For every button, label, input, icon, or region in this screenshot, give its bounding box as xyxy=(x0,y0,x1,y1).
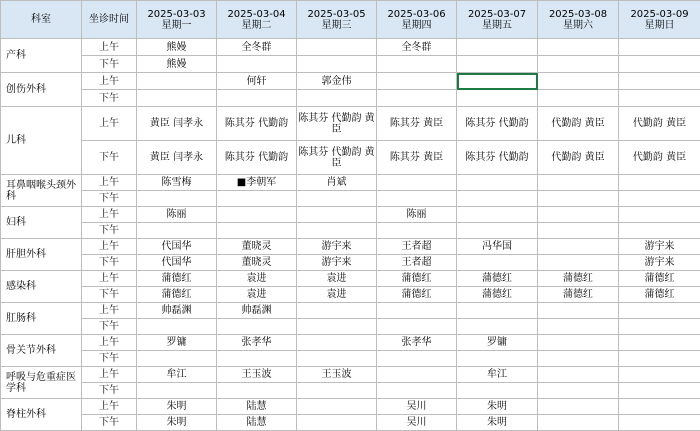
schedule-cell[interactable]: 陈雪梅 xyxy=(137,175,217,191)
period-cell[interactable]: 下午 xyxy=(82,223,137,239)
schedule-cell[interactable] xyxy=(137,351,217,367)
schedule-cell[interactable]: 熊嫚 xyxy=(137,56,217,73)
schedule-cell[interactable] xyxy=(457,90,538,107)
schedule-cell[interactable] xyxy=(137,383,217,399)
schedule-cell[interactable] xyxy=(297,39,377,56)
schedule-cell[interactable] xyxy=(538,56,619,73)
schedule-cell[interactable] xyxy=(619,207,700,223)
header-day[interactable] xyxy=(457,1,538,39)
period-cell[interactable]: 上午 xyxy=(82,367,137,383)
schedule-cell[interactable]: 陈其芬 代勤韵 黄臣 xyxy=(297,141,377,175)
schedule-cell[interactable] xyxy=(538,90,619,107)
department-cell[interactable]: 肛肠科 xyxy=(1,303,82,335)
schedule-cell[interactable] xyxy=(619,56,700,73)
schedule-cell[interactable] xyxy=(619,223,700,239)
schedule-cell[interactable] xyxy=(619,39,700,56)
schedule-cell[interactable]: 蒲德红 xyxy=(619,287,700,303)
schedule-cell[interactable]: 蒲德红 xyxy=(538,287,619,303)
day-weekday: 星期六 xyxy=(538,20,618,31)
schedule-cell[interactable] xyxy=(619,351,700,367)
department-cell[interactable]: 妇科 xyxy=(1,207,82,239)
table-row xyxy=(1,207,700,223)
schedule-cell[interactable]: 王玉波 xyxy=(217,367,297,383)
schedule-cell[interactable] xyxy=(137,319,217,335)
schedule-cell[interactable]: 代勤韵 黄臣 xyxy=(538,107,619,141)
period-cell[interactable]: 上午 xyxy=(82,107,137,141)
header-period[interactable]: 坐诊时间 xyxy=(82,1,137,39)
day-weekday: 星期一 xyxy=(137,20,216,31)
period-cell[interactable]: 下午 xyxy=(82,415,137,431)
schedule-cell[interactable]: 全冬群 xyxy=(377,39,457,56)
schedule-cell[interactable]: 朱明 xyxy=(457,399,538,415)
schedule-cell[interactable] xyxy=(457,351,538,367)
schedule-cell[interactable]: 何轩 xyxy=(217,73,297,90)
day-weekday: 星期二 xyxy=(217,20,296,31)
schedule-cell[interactable]: 蒲德红 xyxy=(538,271,619,287)
schedule-cell[interactable] xyxy=(377,367,457,383)
department-cell[interactable]: 产科 xyxy=(1,39,82,73)
period-cell[interactable]: 上午 xyxy=(82,335,137,351)
day-weekday: 星期四 xyxy=(377,20,456,31)
department-cell[interactable]: 耳鼻咽喉头颈外科 xyxy=(1,175,82,207)
schedule-cell[interactable]: 帅磊渊 xyxy=(137,303,217,319)
header-day[interactable] xyxy=(377,1,457,39)
schedule-cell[interactable]: 朱明 xyxy=(137,399,217,415)
schedule-cell[interactable] xyxy=(377,383,457,399)
table-row xyxy=(1,107,700,141)
day-date: 2025-03-08 xyxy=(538,9,618,20)
schedule-cell[interactable]: 陆慧 xyxy=(217,415,297,431)
schedule-cell[interactable] xyxy=(377,73,457,90)
schedule-cell[interactable] xyxy=(538,335,619,351)
period-cell[interactable]: 上午 xyxy=(82,399,137,415)
schedule-cell[interactable] xyxy=(377,175,457,191)
department-cell[interactable]: 肝胆外科 xyxy=(1,239,82,271)
schedule-cell[interactable] xyxy=(619,399,700,415)
schedule-cell[interactable] xyxy=(538,383,619,399)
department-cell[interactable]: 儿科 xyxy=(1,107,82,175)
schedule-cell[interactable] xyxy=(457,223,538,239)
period-cell[interactable]: 下午 xyxy=(82,56,137,73)
schedule-cell[interactable] xyxy=(619,383,700,399)
schedule-cell[interactable] xyxy=(297,383,377,399)
schedule-cell[interactable] xyxy=(457,303,538,319)
schedule-cell[interactable] xyxy=(297,319,377,335)
schedule-cell[interactable] xyxy=(217,223,297,239)
schedule-cell[interactable] xyxy=(297,399,377,415)
schedule-cell[interactable] xyxy=(217,383,297,399)
table-row xyxy=(1,319,700,335)
schedule-cell[interactable]: 代勤韵 黄臣 xyxy=(619,107,700,141)
table-row xyxy=(1,90,700,107)
schedule-cell[interactable]: 代国华 xyxy=(137,239,217,255)
schedule-cell[interactable]: 游宇来 xyxy=(297,239,377,255)
table-row xyxy=(1,335,700,351)
schedule-cell[interactable] xyxy=(457,191,538,207)
schedule-cell[interactable] xyxy=(137,191,217,207)
department-cell[interactable]: 呼吸与危重症医学科 xyxy=(1,367,82,399)
schedule-cell[interactable] xyxy=(619,367,700,383)
schedule-cell[interactable]: 冯华国 xyxy=(457,239,538,255)
schedule-cell[interactable]: 蒲德红 xyxy=(137,271,217,287)
schedule-cell[interactable] xyxy=(297,335,377,351)
schedule-cell[interactable]: 罗镛 xyxy=(137,335,217,351)
period-cell[interactable]: 下午 xyxy=(82,90,137,107)
period-cell[interactable]: 上午 xyxy=(82,39,137,56)
schedule-cell[interactable] xyxy=(377,90,457,107)
day-weekday: 星期日 xyxy=(619,20,700,31)
header-row xyxy=(1,1,700,39)
schedule-cell[interactable] xyxy=(538,399,619,415)
schedule-cell[interactable] xyxy=(297,56,377,73)
schedule-cell[interactable]: 肖斌 xyxy=(297,175,377,191)
table-row xyxy=(1,255,700,271)
schedule-cell[interactable]: 代勤韵 黄臣 xyxy=(619,141,700,175)
department-cell[interactable]: 创伤外科 xyxy=(1,73,82,107)
schedule-cell[interactable] xyxy=(538,367,619,383)
table-row xyxy=(1,271,700,287)
header-day[interactable] xyxy=(297,1,377,39)
schedule-cell[interactable]: 陈其芬 代勤韵 xyxy=(217,141,297,175)
schedule-cell[interactable]: 牟江 xyxy=(457,367,538,383)
schedule-cell[interactable]: 陈丽 xyxy=(377,207,457,223)
schedule-cell[interactable] xyxy=(377,56,457,73)
schedule-cell[interactable] xyxy=(619,319,700,335)
schedule-cell[interactable] xyxy=(217,191,297,207)
schedule-cell[interactable]: 朱明 xyxy=(457,415,538,431)
schedule-cell[interactable]: 陈丽 xyxy=(137,207,217,223)
period-cell[interactable]: 上午 xyxy=(82,303,137,319)
schedule-cell[interactable]: 蒲德红 xyxy=(377,271,457,287)
schedule-cell[interactable] xyxy=(137,90,217,107)
period-cell[interactable]: 上午 xyxy=(82,239,137,255)
schedule-cell[interactable] xyxy=(538,191,619,207)
day-date: 2025-03-04 xyxy=(217,9,296,20)
schedule-cell[interactable]: 董晓灵 xyxy=(217,239,297,255)
schedule-cell[interactable]: 袁进 xyxy=(297,271,377,287)
header-day[interactable] xyxy=(538,1,619,39)
schedule-cell[interactable] xyxy=(377,191,457,207)
table-row xyxy=(1,383,700,399)
schedule-cell[interactable]: 王者超 xyxy=(377,255,457,271)
schedule-cell[interactable]: 张孝华 xyxy=(217,335,297,351)
table-row xyxy=(1,191,700,207)
schedule-cell[interactable] xyxy=(538,239,619,255)
schedule-cell[interactable]: 帅磊渊 xyxy=(217,303,297,319)
schedule-cell[interactable]: 代国华 xyxy=(137,255,217,271)
schedule-cell[interactable] xyxy=(457,56,538,73)
schedule-cell[interactable] xyxy=(377,223,457,239)
schedule-cell[interactable] xyxy=(217,56,297,73)
schedule-cell[interactable] xyxy=(619,90,700,107)
table-row xyxy=(1,415,700,431)
day-weekday: 星期五 xyxy=(457,20,537,31)
schedule-cell[interactable] xyxy=(538,303,619,319)
schedule-cell[interactable] xyxy=(457,255,538,271)
schedule-cell[interactable] xyxy=(619,191,700,207)
schedule-cell[interactable] xyxy=(538,175,619,191)
schedule-cell[interactable] xyxy=(217,90,297,107)
schedule-cell[interactable] xyxy=(619,415,700,431)
schedule-cell[interactable] xyxy=(619,303,700,319)
schedule-cell[interactable] xyxy=(538,39,619,56)
schedule-cell[interactable] xyxy=(457,73,538,90)
table-row xyxy=(1,351,700,367)
schedule-cell[interactable]: 吴川 xyxy=(377,399,457,415)
schedule-cell[interactable] xyxy=(137,73,217,90)
table-row xyxy=(1,223,700,239)
schedule-cell[interactable] xyxy=(217,319,297,335)
period-cell[interactable]: 上午 xyxy=(82,271,137,287)
schedule-cell[interactable]: 蒲德红 xyxy=(457,287,538,303)
day-date: 2025-03-06 xyxy=(377,9,456,20)
schedule-cell[interactable]: 王玉波 xyxy=(297,367,377,383)
schedule-cell[interactable]: 袁进 xyxy=(297,287,377,303)
day-date: 2025-03-09 xyxy=(619,9,700,20)
period-cell[interactable]: 下午 xyxy=(82,287,137,303)
schedule-cell[interactable] xyxy=(538,73,619,90)
schedule-cell[interactable]: 陈其芬 黄臣 xyxy=(377,141,457,175)
schedule-cell[interactable] xyxy=(217,351,297,367)
schedule-cell[interactable] xyxy=(538,207,619,223)
schedule-cell[interactable]: 陈其芬 代勤韵 xyxy=(457,107,538,141)
period-cell[interactable]: 下午 xyxy=(82,319,137,335)
schedule-cell[interactable]: 蒲德红 xyxy=(457,271,538,287)
header-day[interactable] xyxy=(137,1,217,39)
schedule-cell[interactable] xyxy=(538,319,619,335)
schedule-cell[interactable] xyxy=(619,335,700,351)
period-cell[interactable]: 下午 xyxy=(82,255,137,271)
schedule-cell[interactable]: 董晓灵 xyxy=(217,255,297,271)
period-cell[interactable]: 上午 xyxy=(82,207,137,223)
schedule-cell[interactable] xyxy=(297,191,377,207)
schedule-cell[interactable]: 熊嫚 xyxy=(137,39,217,56)
table-row xyxy=(1,56,700,73)
table-row xyxy=(1,73,700,90)
day-date: 2025-03-05 xyxy=(297,9,376,20)
day-date: 2025-03-07 xyxy=(457,9,537,20)
period-cell[interactable]: 下午 xyxy=(82,383,137,399)
schedule-cell[interactable]: 吴川 xyxy=(377,415,457,431)
period-cell[interactable]: 下午 xyxy=(82,141,137,175)
table-row xyxy=(1,39,700,56)
schedule-cell[interactable] xyxy=(538,351,619,367)
schedule-cell[interactable]: 全冬群 xyxy=(217,39,297,56)
schedule-cell[interactable]: 蒲德红 xyxy=(137,287,217,303)
period-cell[interactable]: 上午 xyxy=(82,73,137,90)
table-row xyxy=(1,303,700,319)
schedule-cell[interactable] xyxy=(297,90,377,107)
period-cell[interactable]: 下午 xyxy=(82,351,137,367)
schedule-cell[interactable] xyxy=(538,415,619,431)
schedule-cell[interactable]: 陈其芬 黄臣 xyxy=(377,107,457,141)
schedule-cell[interactable]: 黄臣 闫孝永 xyxy=(137,141,217,175)
schedule-cell[interactable]: 蒲德红 xyxy=(377,287,457,303)
schedule-cell[interactable] xyxy=(619,175,700,191)
day-date: 2025-03-03 xyxy=(137,9,216,20)
period-cell[interactable]: 下午 xyxy=(82,191,137,207)
table-row xyxy=(1,287,700,303)
schedule-cell[interactable] xyxy=(297,223,377,239)
schedule-cell[interactable]: 罗镛 xyxy=(457,335,538,351)
schedule-cell[interactable]: 代勤韵 黄臣 xyxy=(538,141,619,175)
table-row xyxy=(1,367,700,383)
schedule-cell[interactable] xyxy=(457,319,538,335)
department-cell[interactable]: 脊柱外科 xyxy=(1,399,82,431)
schedule-cell[interactable] xyxy=(457,175,538,191)
schedule-cell[interactable] xyxy=(377,319,457,335)
schedule-cell[interactable]: 郭金伟 xyxy=(297,73,377,90)
period-cell[interactable]: 上午 xyxy=(82,175,137,191)
schedule-cell[interactable] xyxy=(619,73,700,90)
schedule-cell[interactable] xyxy=(377,303,457,319)
schedule-cell[interactable]: 袁进 xyxy=(217,271,297,287)
header-day[interactable] xyxy=(619,1,700,39)
schedule-cell[interactable]: 袁进 xyxy=(217,287,297,303)
header-department[interactable]: 科室 xyxy=(1,1,82,39)
day-weekday: 星期三 xyxy=(297,20,376,31)
department-cell[interactable]: 骨关节外科 xyxy=(1,335,82,367)
schedule-cell[interactable]: 游宇来 xyxy=(619,239,700,255)
schedule-cell[interactable] xyxy=(217,207,297,223)
schedule-cell[interactable]: 张孝华 xyxy=(377,335,457,351)
schedule-cell[interactable] xyxy=(137,223,217,239)
schedule-cell[interactable]: ■李朝军 xyxy=(217,175,297,191)
schedule-cell[interactable] xyxy=(297,207,377,223)
schedule-cell[interactable] xyxy=(377,351,457,367)
header-day[interactable] xyxy=(217,1,297,39)
schedule-cell[interactable] xyxy=(297,415,377,431)
schedule-cell[interactable]: 游宇来 xyxy=(619,255,700,271)
schedule-cell[interactable] xyxy=(457,207,538,223)
schedule-body xyxy=(1,39,700,431)
table-row xyxy=(1,141,700,175)
schedule-cell[interactable] xyxy=(538,223,619,239)
schedule-cell[interactable]: 蒲德红 xyxy=(619,271,700,287)
schedule-cell[interactable]: 陈其芬 代勤韵 xyxy=(457,141,538,175)
table-row xyxy=(1,399,700,415)
schedule-cell[interactable]: 陈其芬 代勤韵 黄臣 xyxy=(297,107,377,141)
table-row xyxy=(1,175,700,191)
department-cell[interactable]: 感染科 xyxy=(1,271,82,303)
schedule-cell[interactable] xyxy=(538,255,619,271)
schedule-cell[interactable]: 王者超 xyxy=(377,239,457,255)
schedule-cell[interactable]: 陆慧 xyxy=(217,399,297,415)
table-row xyxy=(1,239,700,255)
schedule-cell[interactable] xyxy=(457,39,538,56)
schedule-cell[interactable]: 黄臣 闫孝永 xyxy=(137,107,217,141)
schedule-cell[interactable]: 游宇来 xyxy=(297,255,377,271)
schedule-cell[interactable] xyxy=(457,383,538,399)
schedule-cell[interactable] xyxy=(297,351,377,367)
schedule-cell[interactable] xyxy=(297,303,377,319)
schedule-cell[interactable]: 朱明 xyxy=(137,415,217,431)
schedule-cell[interactable]: 牟江 xyxy=(137,367,217,383)
schedule-cell[interactable]: 陈其芬 代勤韵 xyxy=(217,107,297,141)
